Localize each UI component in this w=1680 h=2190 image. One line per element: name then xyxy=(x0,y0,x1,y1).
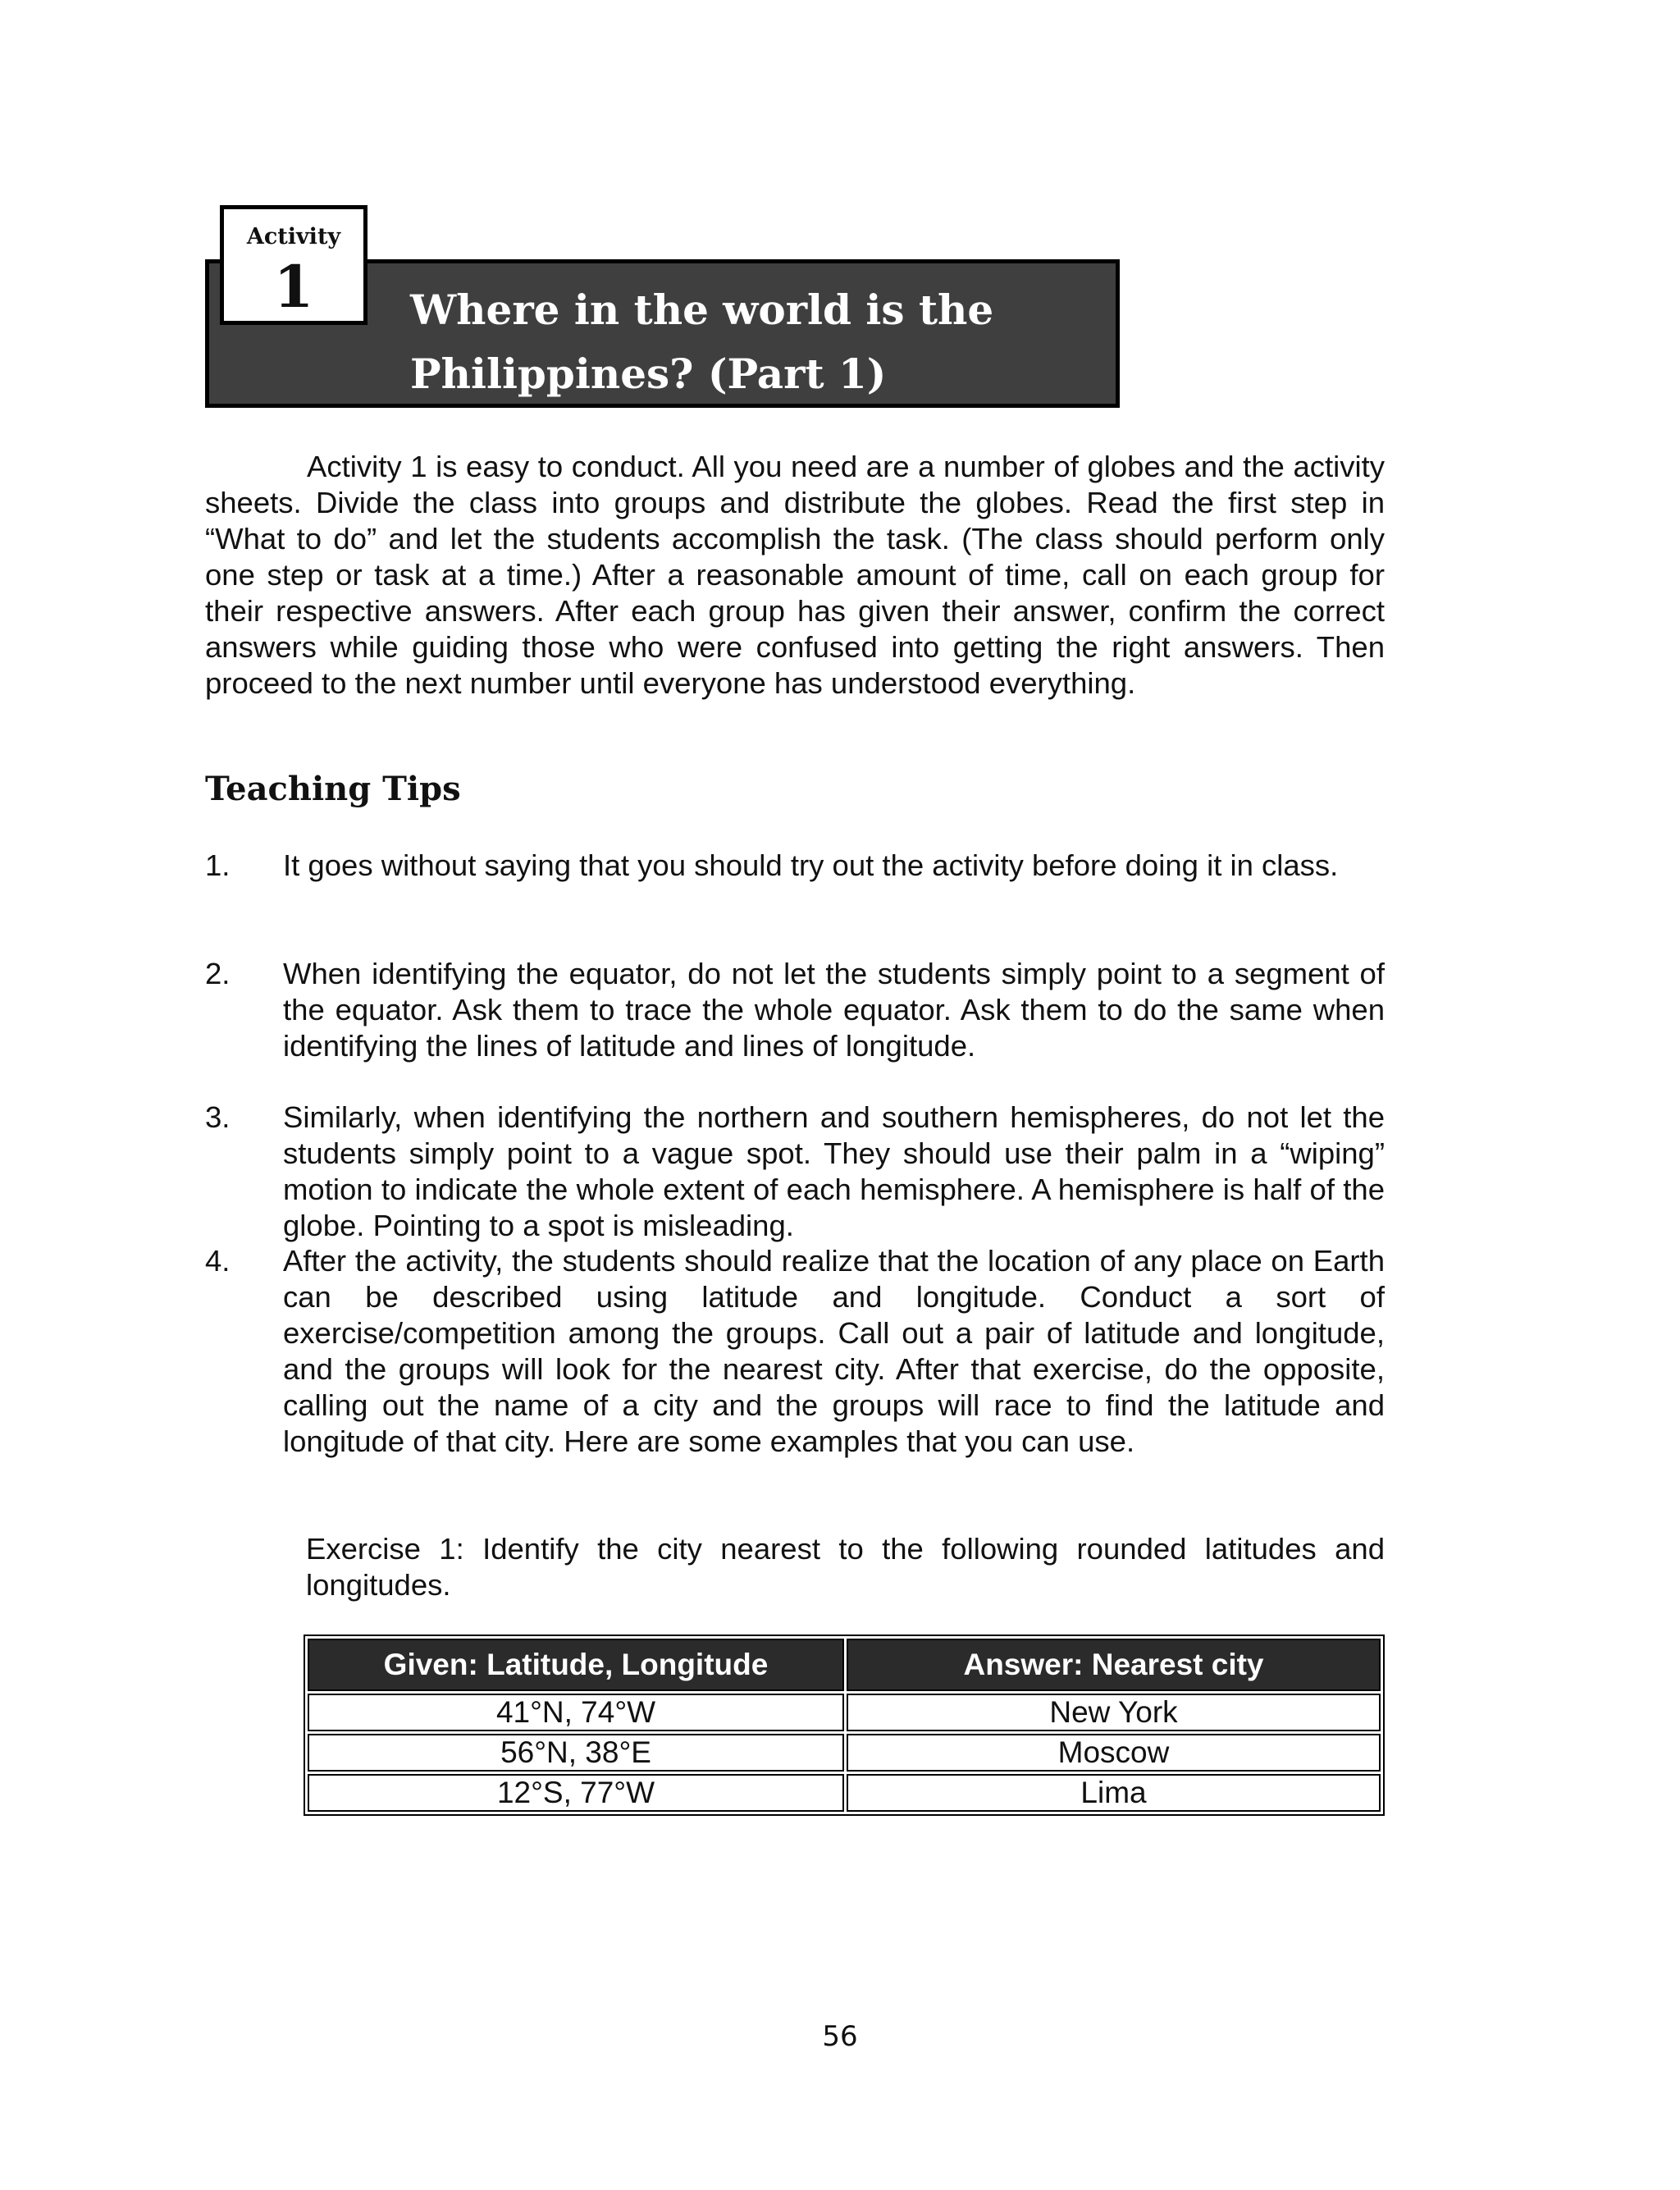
table-cell-coordinates: 56°N, 38°E xyxy=(308,1734,844,1772)
page-number: 56 xyxy=(822,2020,858,2053)
activity-title-line-2: Philippines? (Part 1) xyxy=(410,350,887,398)
activity-title-line-1: Where in the world is the xyxy=(410,286,994,334)
table-cell-city: Moscow xyxy=(847,1734,1381,1772)
tip-text: When identifying the equator, do not let the students simply point to a segment of the equator. Ask them to trace the whole equator. Ask them to do the same when identifying the lines of latitude and lines of longitude. xyxy=(283,957,1385,1063)
table-cell-city: Lima xyxy=(847,1774,1381,1812)
column-header-given: Given: Latitude, Longitude xyxy=(308,1639,844,1691)
activity-label: Activity xyxy=(246,224,341,249)
table-row xyxy=(308,1734,1381,1772)
table-cell-coordinates: 41°N, 74°W xyxy=(308,1694,844,1731)
activity-title xyxy=(410,278,1107,406)
exercise-table xyxy=(304,1634,1385,1816)
tip-text: After the activity, the students should realize that the location of any place on Earth can be described using latitude and longitude. Conduct a sort of exercise/competition among the groups. Call out a pair of latitude and longitude, and the groups will look for the nearest city. After that exercise, do the opposite, calling out the name of a city and the groups will race to find the latitude and longitude of that city. Here are some examples that you can use. xyxy=(283,1244,1385,1458)
table-row xyxy=(308,1774,1381,1812)
column-header-answer: Answer: Nearest city xyxy=(847,1639,1381,1691)
tip-number: 4. xyxy=(205,1244,231,1278)
table-cell-city: New York xyxy=(847,1694,1381,1731)
teaching-tips-heading: Teaching Tips xyxy=(205,770,461,808)
tip-number: 3. xyxy=(205,1100,231,1134)
activity-number-box xyxy=(220,205,368,325)
table-header-row xyxy=(308,1639,1381,1691)
table-cell-coordinates: 12°S, 77°W xyxy=(308,1774,844,1812)
tip-text: Similarly, when identifying the northern and southern hemispheres, do not let the students simply point to a vague spot. They should use their palm in a “wiping” motion to indicate the whole extent of each hemisphere. A hemisphere is half of the globe. Pointing to a spot is misleading. xyxy=(283,1100,1385,1242)
tip-number: 1. xyxy=(205,848,231,882)
tip-text: It goes without saying that you should try out the activity before doing it in class. xyxy=(283,848,1339,882)
activity-number: 1 xyxy=(273,253,314,321)
table-row xyxy=(308,1694,1381,1731)
tip-number: 2. xyxy=(205,957,231,990)
exercise-instructions: Exercise 1: Identify the city nearest to the following rounded latitudes and longitudes. xyxy=(306,1532,1385,1602)
intro-paragraph: Activity 1 is easy to conduct. All you need are a number of globes and the activity sheets. Divide the class into groups and distribute the globes. Read the first step in “What to do” and let the students accomplish the task. (The class should perform only one step or task at a time.) After a reasonable amount of time, call on each group for their respective answers. After each group has given their answer, confirm the correct answers while guiding those who were confused into getting the right answers. Then proceed to the next number until everyone has understood everything. xyxy=(205,450,1385,700)
